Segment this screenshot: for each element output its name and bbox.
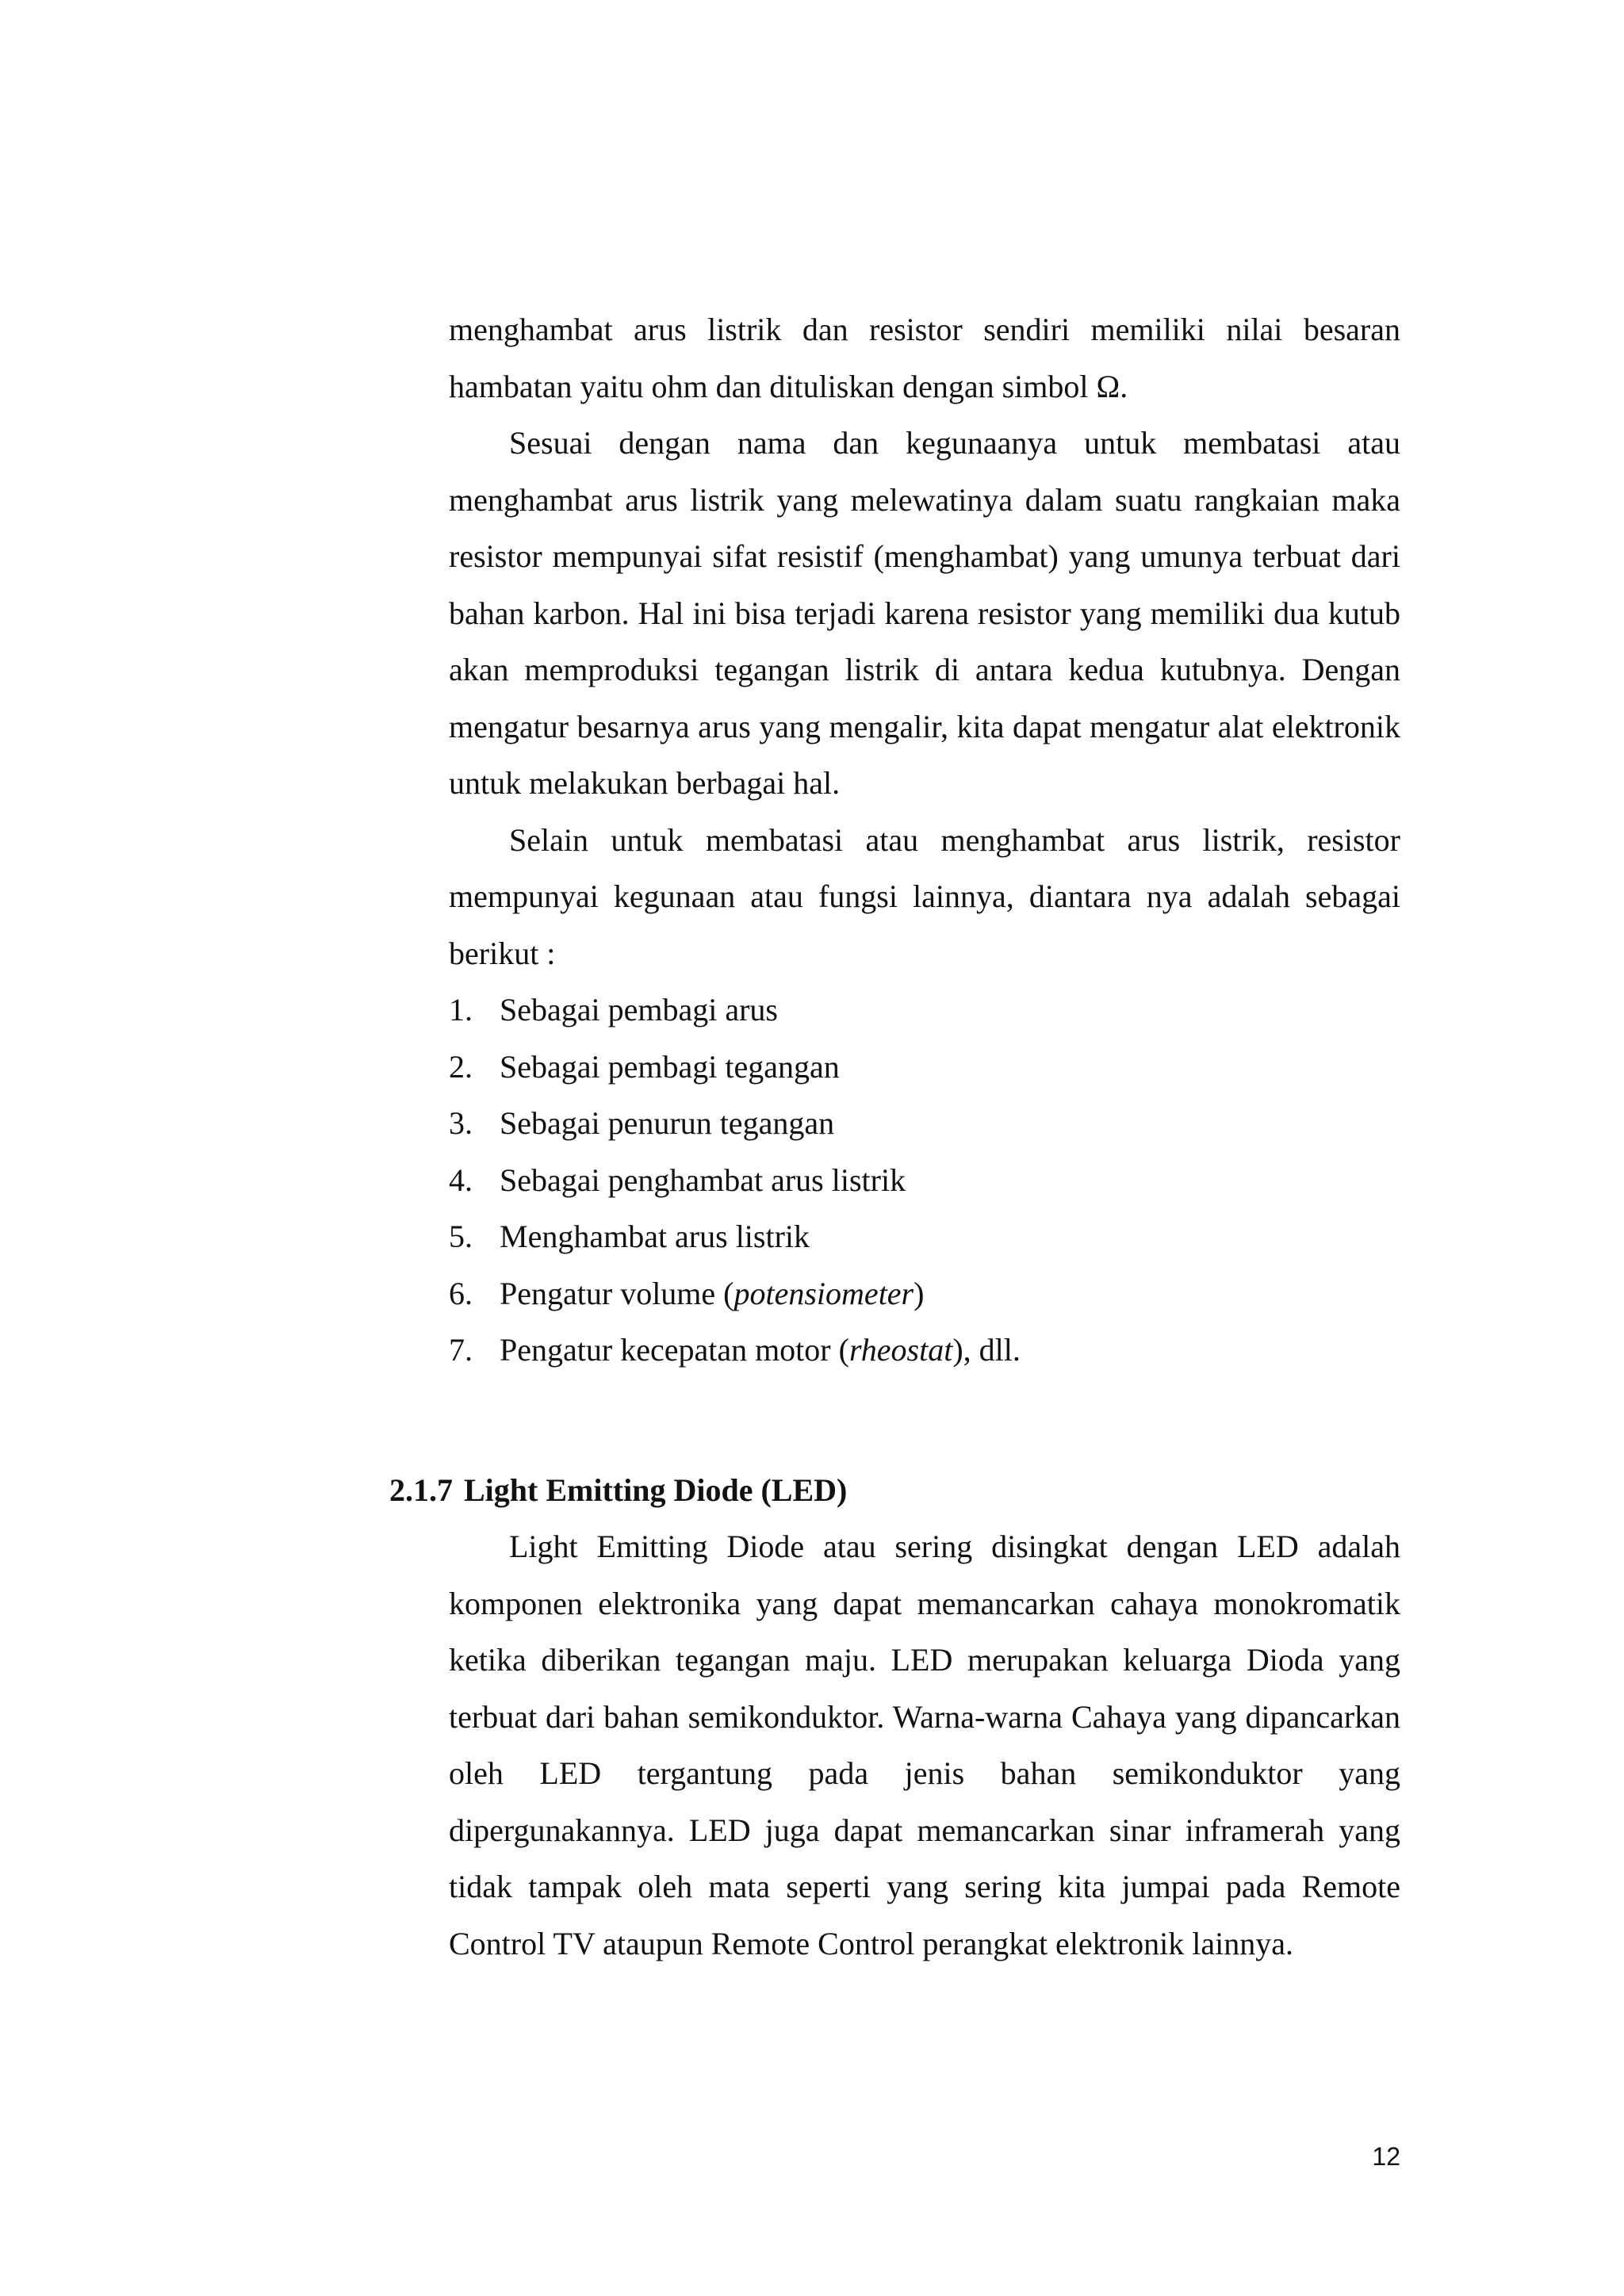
list-item-text: Sebagai pembagi tegangan [500, 1048, 840, 1085]
list-item [449, 1208, 1400, 1265]
list-item-text-start: Pengatur volume ( [500, 1275, 734, 1311]
list-item-text: Menghambat arus listrik [500, 1219, 810, 1254]
resistor-text-block [449, 301, 1400, 1379]
list-item-number: 2. [449, 1048, 473, 1085]
list-item-text-end: ) [914, 1275, 925, 1311]
paragraph-resistor-functions: Selain untuk membatasi atau menghambat arus listrik, resistor mempunyai kegunaan atau fungsi lainnya, diantara nya adalah sebagai berikut : [449, 821, 1400, 971]
list-item-number: 6. [449, 1275, 473, 1311]
list-item-number: 3. [449, 1105, 473, 1141]
list-item [449, 1095, 1400, 1152]
list-item-text [500, 1265, 924, 1322]
list-item-text: Sebagai penghambat arus listrik [500, 1161, 906, 1198]
list-item-text: Sebagai pembagi arus [500, 992, 778, 1027]
list-item-number: 5. [449, 1219, 473, 1254]
list-item [449, 982, 1400, 1039]
section-heading [389, 1462, 847, 1519]
list-item-text-end: ), dll. [952, 1332, 1021, 1368]
resistor-function-list [449, 982, 1400, 1379]
list-item-text-start: Pengatur kecepatan motor ( [500, 1332, 849, 1368]
list-item [449, 1152, 1400, 1209]
led-text-block [449, 1518, 1400, 1972]
section-title: Light Emitting Diode (LED) [464, 1472, 848, 1508]
list-item [449, 1039, 1400, 1096]
list-item-text: Sebagai penurun tegangan [500, 1105, 835, 1141]
list-item-italic-term: rheostat [848, 1332, 953, 1368]
list-item [449, 1322, 1400, 1379]
list-item-number: 1. [449, 992, 473, 1027]
section-number: 2.1.7 [389, 1472, 453, 1508]
list-item-number: 7. [449, 1332, 473, 1368]
list-item-number: 4. [449, 1161, 473, 1198]
paragraph-led-description: Light Emitting Diode atau sering disingkat dengan LED adalah komponen elektronika yang dapat memancarkan cahaya monokromatik ketika diberikan tegangan maju. LED merupakan keluarga Dioda yang terbuat dari bahan semikonduktor. Warna-warna Cahaya yang dipancarkan oleh LED tergantung pada jenis bahan semikonduktor yang dipergunakannya. LED juga dapat memancarkan sinar inframerah yang tidak tampak oleh mata seperti yang sering kita jumpai pada Remote Control TV ataupun Remote Control perangkat elektronik lainnya. [449, 1529, 1400, 1961]
paragraph-resistor-intro: menghambat arus listrik dan resistor sendiri memiliki nilai besaran hambatan yaitu ohm dan dituliskan dengan simbol Ω. [449, 312, 1400, 404]
list-item-text [500, 1322, 1021, 1379]
list-item-italic-term: potensiometer [733, 1275, 914, 1311]
page-number: 12 [1372, 2142, 1400, 2171]
paragraph-resistor-property: Sesuai dengan nama dan kegunaanya untuk membatasi atau menghambat arus listrik yang melewatinya dalam suatu rangkaian maka resistor mempunyai sifat resistif (menghambat) yang umunya terbuat dari bahan karbon. Hal ini bisa terjadi karena resistor yang memiliki dua kutub akan memproduksi tegangan listrik di antara kedua kutubnya. Dengan mengatur besarnya arus yang mengalir, kita dapat mengatur alat elektronik untuk melakukan berbagai hal. [449, 425, 1400, 801]
list-item [449, 1265, 1400, 1322]
